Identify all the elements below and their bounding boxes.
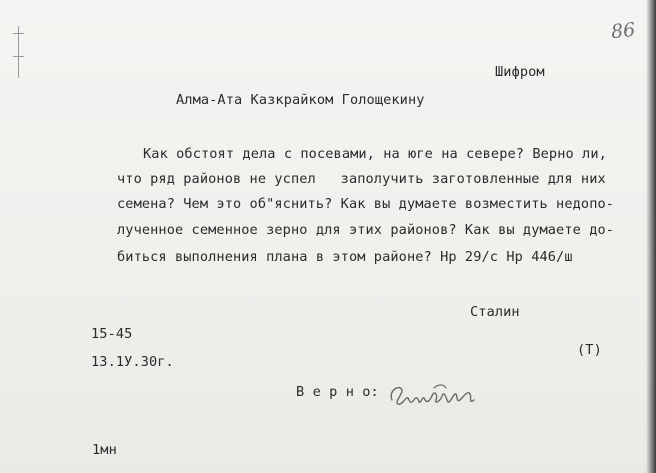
type-marker: (Т) xyxy=(577,342,602,358)
body-line-2: что ряд районов не успел заполучить заготовленные для них xyxy=(117,171,606,187)
body-line-1: Как обстоят дела с посевами, на юге на севере? Верно ли, xyxy=(143,146,607,162)
handwritten-signature-icon xyxy=(386,380,482,412)
signatory: Сталин xyxy=(470,304,520,320)
archive-page-number: 86 xyxy=(609,18,637,44)
certifier-signature xyxy=(386,380,482,412)
transmission-mode: Шифром xyxy=(495,64,545,80)
body-line-3: семена? Чем это об"яснить? Как вы думаете возместить недопо- xyxy=(117,196,615,212)
dispatch-time: 15-45 xyxy=(91,326,133,342)
body-line-5: биться выполнения плана в этом районе? Нр 29/с Нр 446/ш xyxy=(117,249,573,265)
margin-tick xyxy=(13,56,24,57)
copy-note: 1мн xyxy=(92,442,117,458)
certified-label: В е р н о: xyxy=(296,384,379,400)
body-line-4: лученное семенное зерно для этих районов? Как вы думаете до- xyxy=(117,222,615,238)
margin-tick xyxy=(13,33,24,34)
dispatch-date: 13.1У.30г. xyxy=(91,354,174,370)
scan-edge-shadow xyxy=(646,0,656,473)
addressee: Алма-Ата Казкрайком Голощекину xyxy=(176,92,425,108)
